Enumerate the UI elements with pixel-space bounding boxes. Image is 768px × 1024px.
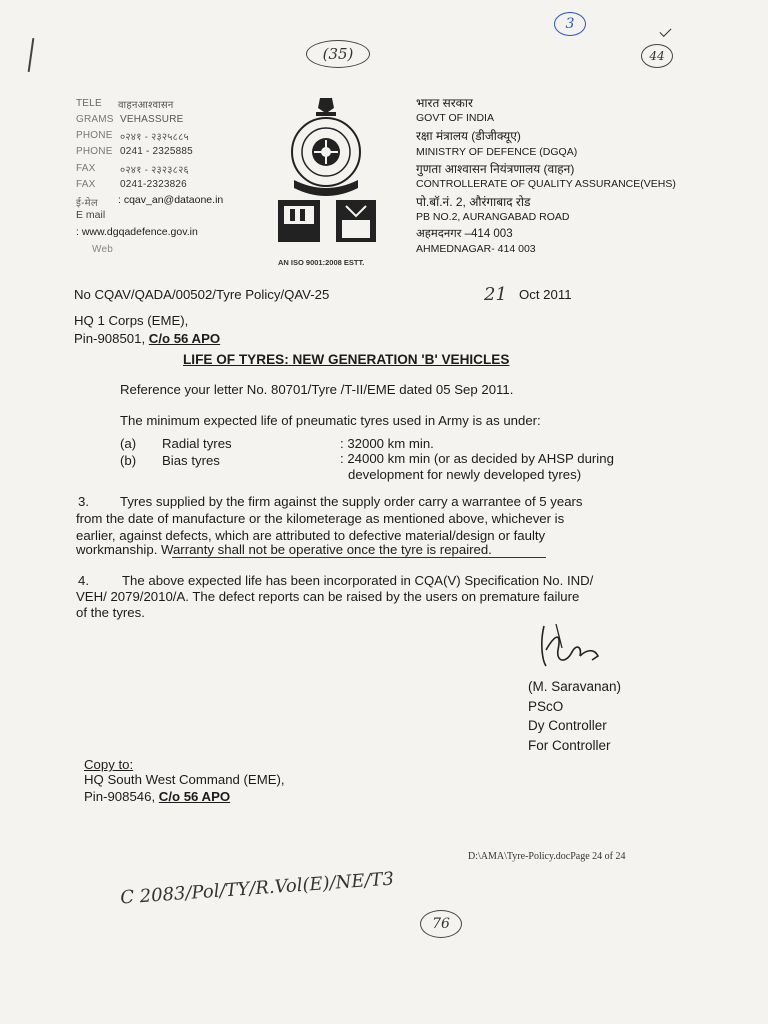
paragraph-4-line1: The above expected life has been incorporated in CQA(V) Specification No. IND/	[122, 573, 594, 588]
dgqa-seal-icon	[276, 96, 386, 266]
govt-of-india: GOVT OF INDIA	[416, 112, 494, 124]
paragraph-3-line3: earlier, against defects, which are attributed to defective material/design or faulty	[76, 528, 546, 543]
city: AHMEDNAGAR- 414 003	[416, 243, 536, 255]
item-b-value: : 24000 km min (or as decided by AHSP during	[340, 451, 614, 466]
circled-page-number-top: (35)	[306, 40, 370, 68]
emblem-group	[276, 96, 386, 266]
ministry-hindi: रक्षा मंत्रालय (डीजीक्यूए)	[416, 129, 521, 143]
copy-to-line1: HQ South West Command (EME),	[84, 772, 285, 787]
web-value: : www.dgqadefence.gov.in	[76, 226, 198, 238]
signatory-name: (M. Saravanan)	[528, 679, 622, 694]
phone-label-hindi: PHONE	[76, 130, 113, 141]
date-day-handwritten: 21	[484, 284, 507, 305]
signatory-title: Dy Controller	[528, 718, 607, 733]
circled-number-bottom: 76	[420, 910, 462, 938]
reference-number: No CQAV/QADA/00502/Tyre Policy/QAV-25	[74, 287, 330, 302]
copy-to-apo: C/o 56 APO	[158, 789, 231, 804]
grams-label: GRAMS	[76, 114, 114, 125]
item-a-marker: (a)	[120, 436, 137, 451]
paragraph-1: Reference your letter No. 80701/Tyre /T-II/EME dated 05 Sep 2011.	[120, 382, 514, 397]
item-a-name: Radial tyres	[162, 436, 232, 451]
tele-hindi: वाहनआश्वासन	[118, 100, 174, 111]
email-value: : cqav_an@dataone.in	[118, 194, 224, 206]
date-month-year: Oct 2011	[519, 287, 572, 302]
paragraph-3-line1: Tyres supplied by the firm against the supply order carry a warrantee of 5 years	[120, 494, 583, 509]
tick-mark	[659, 25, 671, 37]
handwritten-reference: C 2083/Pol/TY/R.Vol(E)/NE/T3	[119, 868, 395, 909]
signatory-for: For Controller	[528, 737, 611, 753]
margin-pen-stroke	[28, 38, 35, 72]
copy-to-pin	[84, 789, 230, 804]
fax-hindi-label: FAX	[76, 163, 96, 174]
paragraph-3-line2: from the date of manufacture or the kilometerage as mentioned above, whichever is	[76, 511, 565, 526]
signatory-rank: PScO	[528, 698, 564, 714]
addressee-pin-text: Pin-908501,	[74, 331, 149, 346]
fax-value: 0241-2323826	[120, 179, 187, 190]
item-b-name: Bias tyres	[162, 453, 220, 468]
paragraph-4-line2: VEH/ 2079/2010/A. The defect reports can be raised by the users on premature failure	[76, 589, 580, 604]
copy-to-label: Copy to:	[84, 757, 134, 772]
underline-pen-mark	[172, 557, 546, 558]
addressee-pin	[74, 331, 220, 346]
tele-label: TELE	[76, 98, 102, 109]
pb-hindi: पो.बॉ.नं. 2, औरंगाबाद रोड	[416, 195, 531, 209]
circled-number-right: 44	[641, 44, 673, 68]
item-b-marker: (b)	[120, 453, 137, 468]
paragraph-4-line3: of the tyres.	[76, 605, 145, 620]
city-hindi: अहमदनगर –414 003	[416, 228, 513, 240]
file-path-footer: D:\AMA\Tyre-Policy.docPage 24 of 24	[468, 851, 626, 862]
addressee-apo: C/o 56 APO	[148, 331, 221, 346]
controllerate-hindi: गुणता आश्वासन नियंत्रणालय (वाहन)	[416, 162, 575, 176]
addressee-line1: HQ 1 Corps (EME),	[74, 313, 189, 328]
ministry: MINISTRY OF DEFENCE (DGQA)	[416, 146, 578, 158]
phone-hindi: ०२४१ - २३२५८८५	[120, 132, 189, 143]
phone-value: 0241 - 2325885	[120, 146, 193, 157]
item-b-continuation: development for newly developed tyres)	[348, 467, 582, 482]
copy-to-pin-text: Pin-908546,	[84, 789, 159, 804]
item-a-value: : 32000 km min.	[340, 436, 434, 451]
govt-hindi: भारत सरकार	[416, 96, 473, 110]
paragraph-2: The minimum expected life of pneumatic tyres used in Army is as under:	[120, 413, 541, 428]
pb-address: PB NO.2, AURANGABAD ROAD	[416, 211, 570, 223]
fax-hindi: ०२४१ - २३२३८२६	[120, 165, 189, 176]
subject-heading: LIFE OF TYRES: NEW GENERATION 'B' VEHICLES	[183, 352, 510, 367]
fax-label: FAX	[76, 179, 96, 190]
paragraph-3-line4: workmanship. Warranty shall not be operative once the tyre is repaired.	[76, 542, 492, 557]
phone-label: PHONE	[76, 146, 113, 157]
grams-value: VEHASSURE	[120, 114, 184, 125]
email-hindi: ई-मेल	[76, 198, 98, 209]
paragraph-4-number: 4.	[78, 573, 89, 588]
paragraph-3-number: 3.	[78, 494, 89, 509]
iso-certification-text: AN ISO 9001:2008 ESTT.	[278, 258, 365, 267]
signature-block	[528, 677, 621, 755]
web-label: Web	[92, 244, 113, 255]
email-label: E mail	[76, 209, 106, 221]
handwritten-signature	[536, 620, 606, 677]
controllerate: CONTROLLERATE OF QUALITY ASSURANCE(VEHS)	[416, 178, 676, 190]
circled-number-blue: 3	[554, 12, 586, 36]
